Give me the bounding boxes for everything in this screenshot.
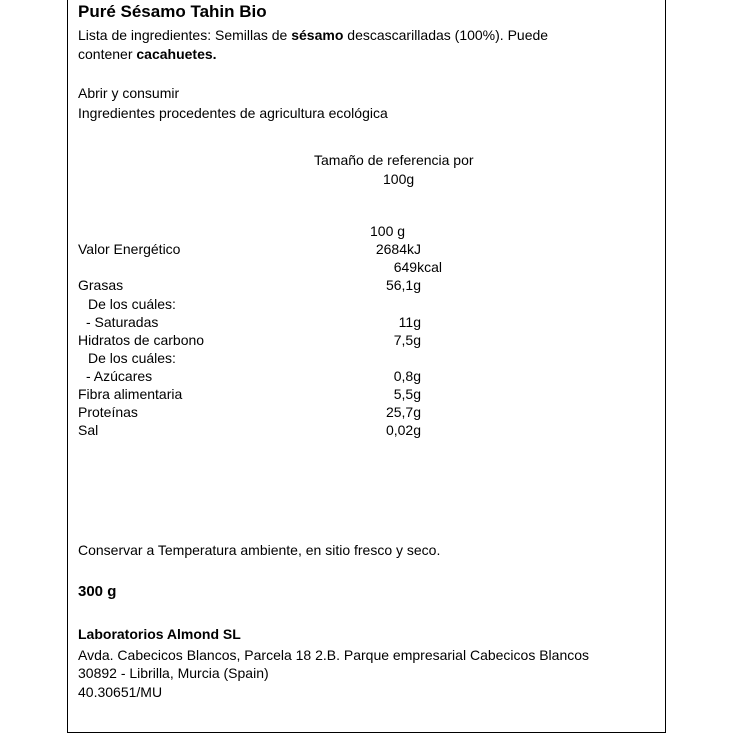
ingredients-prefix: Lista de ingredientes: Semillas de [78, 27, 292, 43]
nutrition-row-value: 7,5g [393, 332, 421, 348]
storage-text: Conservar a Temperatura ambiente, en sitio fresco y seco. [78, 542, 441, 558]
nutrition-row-label: - Azúcares [86, 368, 153, 384]
nutrition-row-value: 25,7g [385, 404, 421, 420]
usage-text: Abrir y consumir [78, 85, 180, 101]
nutrition-row-value: 0,8g [393, 368, 421, 384]
reference-line-1: Tamaño de referencia por [314, 152, 474, 168]
nutrition-row-value: 2684kJ [375, 241, 421, 257]
nutrition-row-value: 56,1g [385, 277, 421, 293]
ingredients-line-2 [78, 45, 217, 63]
organic-note: Ingredientes procedentes de agricultura ecológica [78, 105, 388, 121]
ingredients-middle: descascarilladas (100%). Puede [343, 27, 549, 43]
nutrition-column-header: 100 g [370, 223, 406, 239]
nutrition-row-label: De los cuáles: [88, 296, 176, 312]
nutrition-row-label: Hidratos de carbono [78, 332, 205, 348]
nutrition-row-label: Proteínas [78, 404, 138, 420]
ingredients-line-1 [78, 26, 548, 44]
nutrition-row-label: Grasas [78, 277, 124, 293]
nutrition-row-label: Sal [78, 422, 99, 438]
company-address-line-1: Avda. Cabecicos Blancos, Parcela 18 2.B. Parque empresarial Cabecicos Blancos [78, 647, 590, 663]
company-name: Laboratorios Almond SL [78, 626, 241, 642]
allergen-sesame: sésamo [291, 27, 344, 43]
company-address-line-2: 30892 - Librilla, Murcia (Spain) [78, 665, 269, 681]
nutrition-row-value: 5,5g [393, 386, 421, 402]
company-registry: 40.30651/MU [78, 684, 163, 700]
allergen-peanuts: cacahuetes. [136, 46, 217, 62]
nutrition-row-value: 11g [398, 314, 421, 330]
nutrition-row-value: 0,02g [385, 422, 421, 438]
nutrition-row-label: De los cuáles: [88, 350, 176, 366]
ingredients-line2-prefix: contener [78, 46, 137, 62]
product-title: Puré Sésamo Tahin Bio [78, 2, 267, 21]
nutrition-row-label: Valor Energético [78, 241, 181, 257]
reference-line-2: 100g [383, 171, 415, 187]
nutrition-row-value: 649kcal [393, 259, 442, 275]
nutrition-row-label: Fibra alimentaria [78, 386, 183, 402]
net-weight: 300 g [78, 583, 117, 600]
nutrition-row-label: - Saturadas [86, 314, 159, 330]
